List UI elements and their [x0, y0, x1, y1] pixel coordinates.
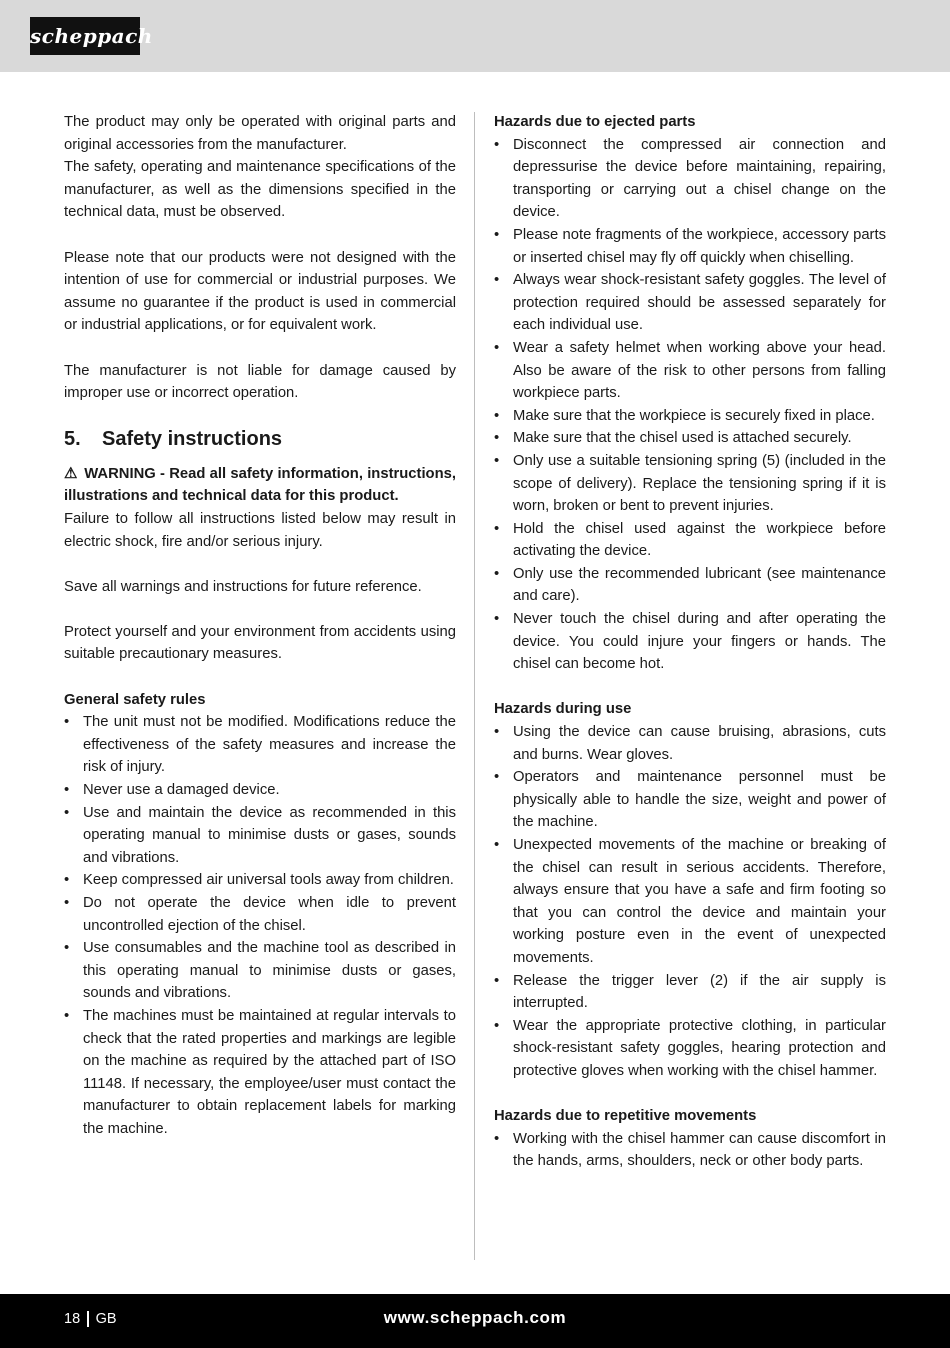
list-item: • Wear the appropriate protective clothing, in particular shock-resistant safety goggles, hearing protection and protective gloves when working with the chisel hammer.: [494, 1015, 886, 1083]
list-item: • Only use a suitable tensioning spring (5) (included in the scope of delivery). Replace the tensioning spring if it is worn, broken or bent to prevent injuries.: [494, 450, 886, 518]
general-safety-heading: General safety rules: [64, 691, 206, 708]
list-item: • Never use a damaged device.: [64, 779, 456, 802]
list-item: • Unexpected movements of the machine or breaking of the chisel can result in serious accidents. Therefore, always ensure that you have a safe and firm footing so that you can control the device and maintain your working posture even in the event of unexpected movements.: [494, 834, 886, 970]
paragraph: The safety, operating and maintenance specifications of the manufacturer, as well as the dimensions specified in the technical data, must be observed.: [64, 159, 456, 221]
repetitive-movements-list: [494, 1128, 886, 1173]
list-item: • The unit must not be modified. Modifications reduce the effectiveness of the safety measures and increase the risk of injury.: [64, 711, 456, 779]
paragraph: Failure to follow all instructions listed below may result in electric shock, fire and/or serious injury.: [64, 510, 456, 550]
list-item: • Hold the chisel used against the workpiece before activating the device.: [494, 518, 886, 563]
hazards-during-use-list: [494, 721, 886, 1083]
hazards-during-use-heading: Hazards during use: [494, 701, 632, 718]
page-number: 18: [64, 1311, 81, 1327]
list-item: • Keep compressed air universal tools away from children.: [64, 869, 456, 892]
list-item: • Operators and maintenance personnel must be physically able to handle the size, weight and power of the machine.: [494, 766, 886, 834]
list-item: • Wear a safety helmet when working above your head. Also be aware of the risk to other persons from falling workpiece parts.: [494, 337, 886, 405]
paragraph: The product may only be operated with original parts and original accessories from the manufacturer.: [64, 114, 456, 153]
list-item: • Please note fragments of the workpiece, accessory parts or inserted chisel may fly off quickly when chiselling.: [494, 224, 886, 269]
list-item: • Release the trigger lever (2) if the air supply is interrupted.: [494, 970, 886, 1015]
list-item: • Always wear shock-resistant safety goggles. The level of protection required should be assessed separately for each individual use.: [494, 269, 886, 337]
column-divider: [474, 112, 475, 1260]
paragraph: The manufacturer is not liable for damage caused by improper use or incorrect operation.: [64, 362, 456, 402]
ejected-parts-list: [494, 134, 886, 676]
warning-triangle-icon: ⚠: [64, 465, 78, 482]
scheppach-logo: scheppach: [30, 17, 140, 55]
paragraph: Save all warnings and instructions for future reference.: [64, 578, 422, 595]
general-safety-list: [64, 711, 456, 1140]
paragraph: Please note that our products were not designed with the intention of use for commercial or industrial purposes. We assume no guarantee if the product is used in commercial or industrial applications, or for equivalent work.: [64, 249, 456, 334]
page-header: [0, 0, 950, 72]
section-title: Safety instructions: [102, 427, 283, 450]
section-heading: [64, 421, 456, 463]
website-link[interactable]: www.scheppach.com: [383, 1308, 567, 1327]
list-item: • Use and maintain the device as recommended in this operating manual to minimise dusts or gases, sounds and vibrations.: [64, 802, 456, 870]
ejected-parts-heading: Hazards due to ejected parts: [494, 114, 696, 130]
repetitive-movements-heading: Hazards due to repetitive movements: [494, 1108, 757, 1125]
right-column: [494, 111, 886, 1173]
list-item: • Make sure that the chisel used is attached securely.: [494, 427, 886, 450]
list-item: • Only use the recommended lubricant (see maintenance and care).: [494, 563, 886, 608]
language-code: GB: [95, 1311, 117, 1327]
list-item: • Do not operate the device when idle to prevent uncontrolled ejection of the chisel.: [64, 892, 456, 937]
list-item: • Never touch the chisel during and after operating the device. You could injure your fingers or hands. The chisel can become hot.: [494, 608, 886, 676]
page-footer: [0, 1294, 950, 1348]
list-item: • Working with the chisel hammer can cause discomfort in the hands, arms, shoulders, neck or other body parts.: [494, 1128, 886, 1173]
list-item: • Use consumables and the machine tool as described in this operating manual to minimise dusts or gases, sounds and vibrations.: [64, 937, 456, 1005]
warning-text: WARNING - Read all safety information, instructions, illustrations and technical data for this product.: [64, 465, 456, 505]
warning-text-block: [64, 463, 456, 508]
list-item: • Disconnect the compressed air connection and depressurise the device before maintaining, repairing, transporting or carrying out a chisel change on the device.: [494, 134, 886, 224]
list-item: • Make sure that the workpiece is securely fixed in place.: [494, 405, 886, 428]
section-number: 5.: [64, 427, 81, 450]
paragraph: Protect yourself and your environment from accidents using suitable precautionary measures.: [64, 623, 456, 663]
left-column: [64, 111, 456, 1141]
list-item: • Using the device can cause bruising, abrasions, cuts and burns. Wear gloves.: [494, 721, 886, 766]
list-item: • The machines must be maintained at regular intervals to check that the rated properties and markings are legible on the machine as required by the attached part of ISO 11148. If necessary, the employee/user must contact the manufacturer to obtain replacement labels for marking the machine.: [64, 1005, 456, 1141]
